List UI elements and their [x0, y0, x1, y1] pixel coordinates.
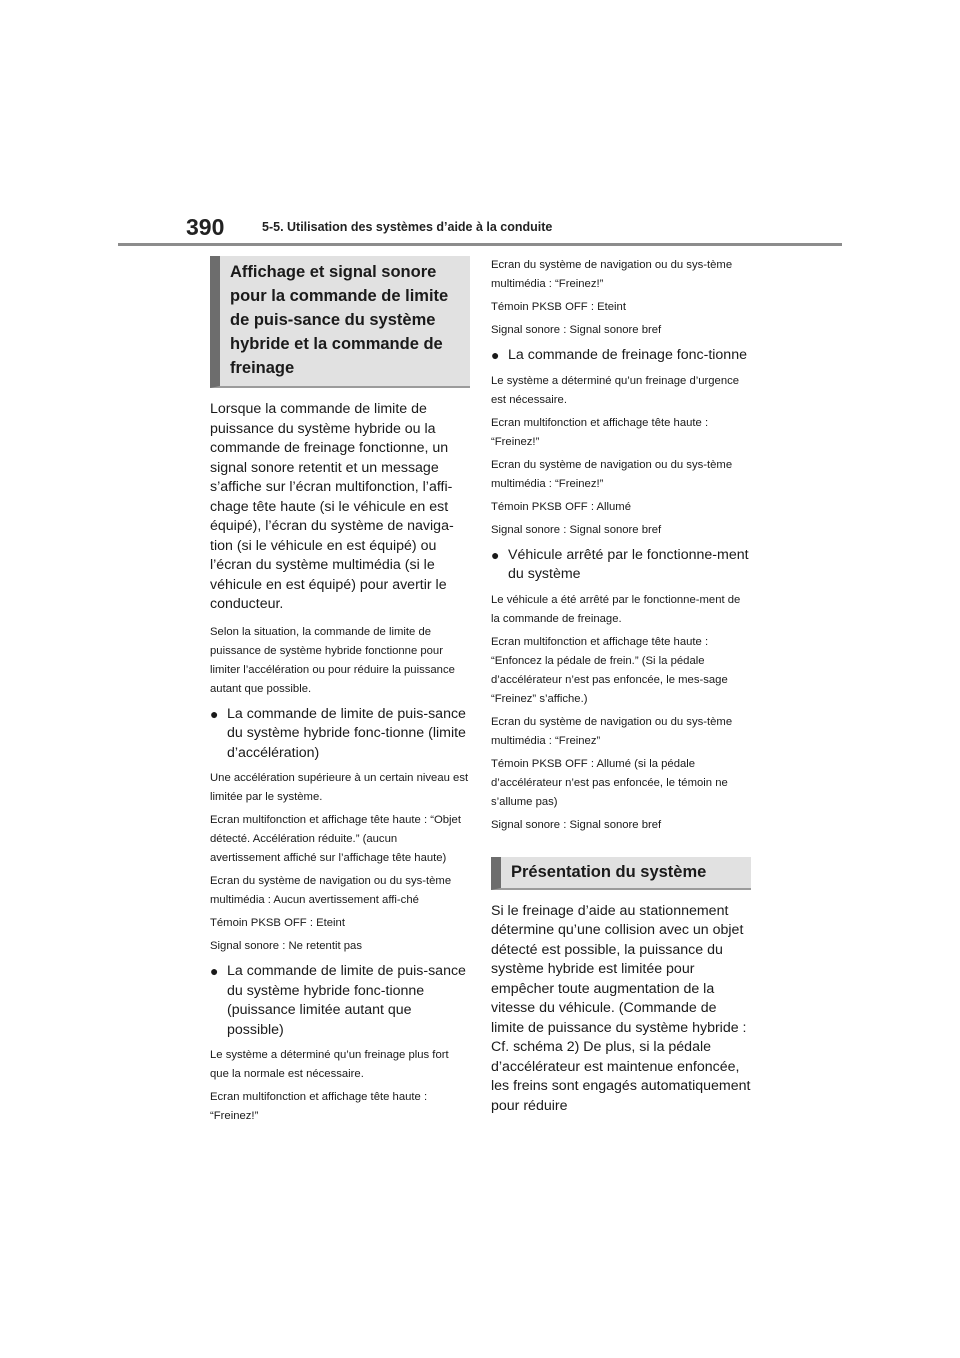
detail-line: Le système a déterminé qu’un freinage d’urgence est nécessaire.: [491, 374, 740, 406]
detail-line: Le véhicule a été arrêté par le fonctionne-ment de la commande de freinage.: [491, 593, 741, 625]
bullet-icon: ●: [491, 546, 500, 563]
bullet-icon: ●: [210, 705, 219, 722]
right-column: [491, 256, 751, 1124]
detail-line: Signal sonore : Signal sonore bref: [491, 818, 662, 831]
detail-line: Ecran du système de navigation ou du sys-tème multimédia : “Freinez”: [491, 715, 733, 747]
bullet-title: La commande de limite de puis-sance du système hybride fonc-tionne (puissance limitée autant que possible): [227, 963, 466, 1038]
chapter-title: 5-5. Utilisation des systèmes d’aide à la conduite: [262, 220, 553, 234]
bullet-title: Véhicule arrêté par le fonctionne-ment du système: [508, 546, 749, 582]
page-number: 390: [186, 214, 225, 240]
detail-line: Ecran multifonction et affichage tête haute : “Freinez!”: [491, 416, 709, 448]
section-header-presentation: Présentation du système: [491, 857, 751, 890]
bullet-vehicle-stopped: [491, 546, 751, 585]
note-paragraph: Selon la situation, la commande de limite de puissance de système hybride fonctionne pour limiter l’accélération ou pour réduire la puissance autant que possible.: [210, 625, 455, 695]
detail-line: Une accélération supérieure à un certain niveau est limitée par le système.: [210, 772, 469, 803]
intro-paragraph: Lorsque la commande de limite de puissance du système hybride ou la commande de freinage fonctionne, un signal sonore retentit et un message s’affiche sur l’écran multifonction, l’affi-chage tête haute (si le véhicule en est équipé), l’écran du système de naviga-tion (si le véhicule en est équipé) ou l’écran du système multimédia (si le véhicule en est équipé) pour avertir le conducteur.: [210, 401, 454, 612]
bullet-power-limited: [210, 962, 470, 1040]
detail-line: Témoin PKSB OFF : Eteint: [491, 301, 626, 313]
detail-line: Témoin PKSB OFF : Allumé: [491, 500, 631, 513]
bullet-title: La commande de freinage fonc-tionne: [508, 347, 747, 363]
detail-line: Témoin PKSB OFF : Eteint: [210, 917, 345, 929]
section-header-affichage: Affichage et signal sonore pour la commande de limite de puis-sance du système hybride et la commande de freinage: [210, 256, 470, 388]
detail-line: Le système a déterminé qu’un freinage plus fort que la normale est nécessaire.: [210, 1049, 449, 1080]
detail-line: Témoin PKSB OFF : Allumé (si la pédale d’accélérateur n’est pas enfoncée, le témoin ne s’allume pas): [491, 757, 728, 808]
bullet-title: La commande de limite de puis-sance du système hybride fonc-tionne (limite d’accélération): [227, 705, 466, 761]
detail-line: Ecran multifonction et affichage tête haute : “Freinez!”: [210, 1091, 428, 1122]
bullet-icon: ●: [491, 347, 500, 363]
detail-line: Ecran du système de navigation ou du sys-tème multimédia : “Freinez!”: [491, 259, 733, 290]
detail-line: Signal sonore : Ne retentit pas: [210, 940, 362, 952]
bullet-acceleration-limit: [210, 705, 470, 764]
header-rule: [118, 243, 842, 246]
left-column: [210, 256, 470, 1130]
detail-line: Ecran multifonction et affichage tête haute : “Objet détecté. Accélération réduite.” (aucun avertissement affiché sur l’affichage tête haute): [210, 814, 461, 864]
bullet-brake-control: [491, 346, 751, 366]
presentation-paragraph: Si le freinage d’aide au stationnement détermine qu’une collision avec un objet détecté est possible, la puissance du système hybride est limitée pour empêcher toute augmentation de la vitesse du véhicule. (Commande de limite de puissance du système hybride : Cf. schéma 2) De plus, si la pédale d’accélérateur est maintenue enfoncée, les freins sont engagés automatiquement pour réduire: [491, 902, 751, 1114]
bullet-icon: ●: [210, 963, 219, 979]
detail-line: Ecran du système de navigation ou du sys-tème multimédia : Aucun avertissement affi-ché: [210, 875, 452, 906]
detail-line: Signal sonore : Signal sonore bref: [491, 324, 662, 336]
detail-line: Signal sonore : Signal sonore bref: [491, 523, 662, 536]
detail-line: Ecran du système de navigation ou du sys-tème multimédia : “Freinez!”: [491, 458, 733, 490]
detail-line: Ecran multifonction et affichage tête haute : “Enfoncez la pédale de frein.” (Si la pédale d’accélérateur n’est pas enfoncée, le mes-sage “Freinez” s’affiche.): [491, 635, 728, 705]
